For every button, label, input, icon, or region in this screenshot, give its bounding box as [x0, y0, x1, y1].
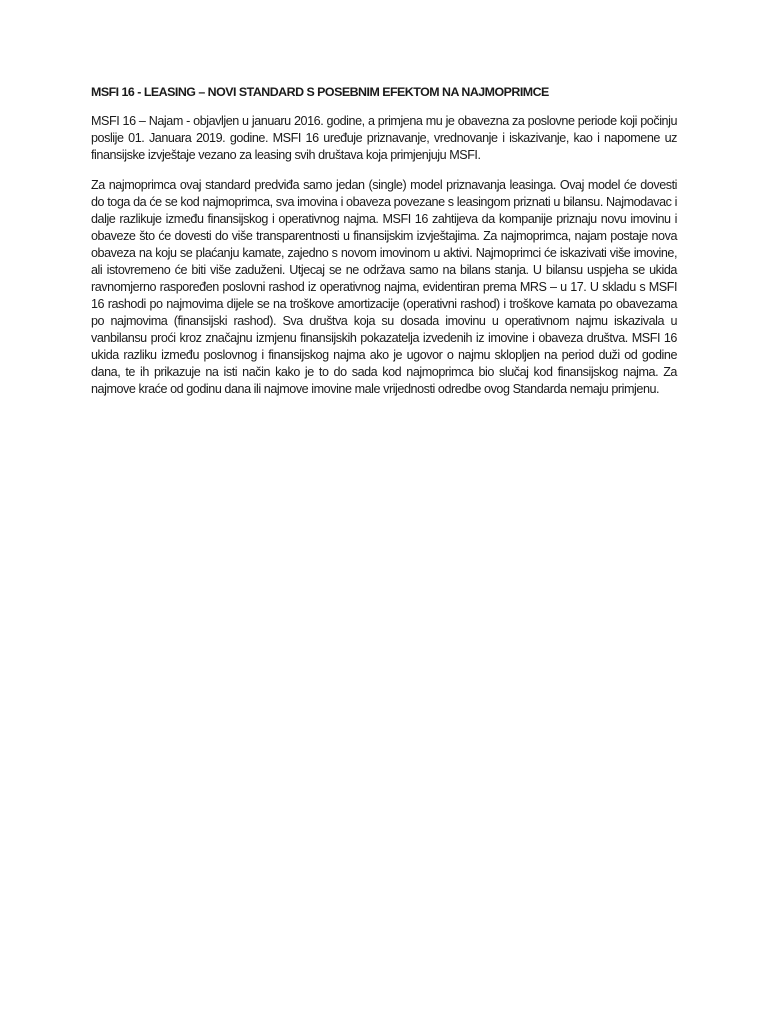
paragraph-intro: MSFI 16 – Najam - objavljen u januaru 2016. godine, a primjena mu je obavezna za poslovne periode koji počinju poslije 01. Januara 2019. godine. MSFI 16 uređuje priznavanje, vrednovanje i iskazivanje, kao i napomene uz finansijske izvještaje vezano za leasing svih društava koja primjenjuju MSFI.	[91, 114, 677, 162]
document-title: MSFI 16 - LEASING – NOVI STANDARD S POSEBNIM EFEKTOM NA NAJMOPRIMCE	[91, 85, 549, 99]
paragraph-lessee-model: Za najmoprimca ovaj standard predviđa samo jedan (single) model priznavanja leasinga. Ovaj model će dovesti do toga da će se kod najmoprimca, sva imovina i obaveza povezane s leasingom priznati u bilansu. Najmodavac i dalje razlikuje između finansijskog i operativnog najma. MSFI 16 zahtijeva da kompanije priznaju novu imovinu i obaveze što će dovesti do više transparentnosti u finansijskim izvještajima. Za najmoprimca, najam postaje nova obaveza na koju se plaćanju kamate, zajedno s novom imovinom u aktivi. Najmoprimci će iskazivati više imovine, ali istovremeno će biti više zaduženi. Utjecaj se ne održava samo na bilans stanja. U bilansu uspjeha se ukida ravnomjerno raspoređen poslovni rashod iz operativnog najma, evidentiran prema MRS – u 17. U skladu s MSFI 16 rashodi po najmovima dijele se na troškove amortizacije (operativni rashod) i troškove kamata po obavezama po najmovima (finansijski rashod). Sva društva koja su dosada imovinu u operativnom najmu iskazivala u vanbilansu proći kroz značajnu izmjenu finansijskih pokazatelja izvedenih iz imovine i obaveza društva. MSFI 16 ukida razliku između poslovnog i finansijskog najma ako je ugovor o najmu sklopljen na period duži od godine dana, te ih prikazuje na isti način kako je to do sada kod najmoprimca bio slučaj kod finansijskog najma. Za najmove kraće od godinu dana ili najmove imovine male vrijednosti odredbe ovog Standarda nemaju primjenu.	[91, 178, 677, 396]
document-body	[91, 84, 677, 411]
